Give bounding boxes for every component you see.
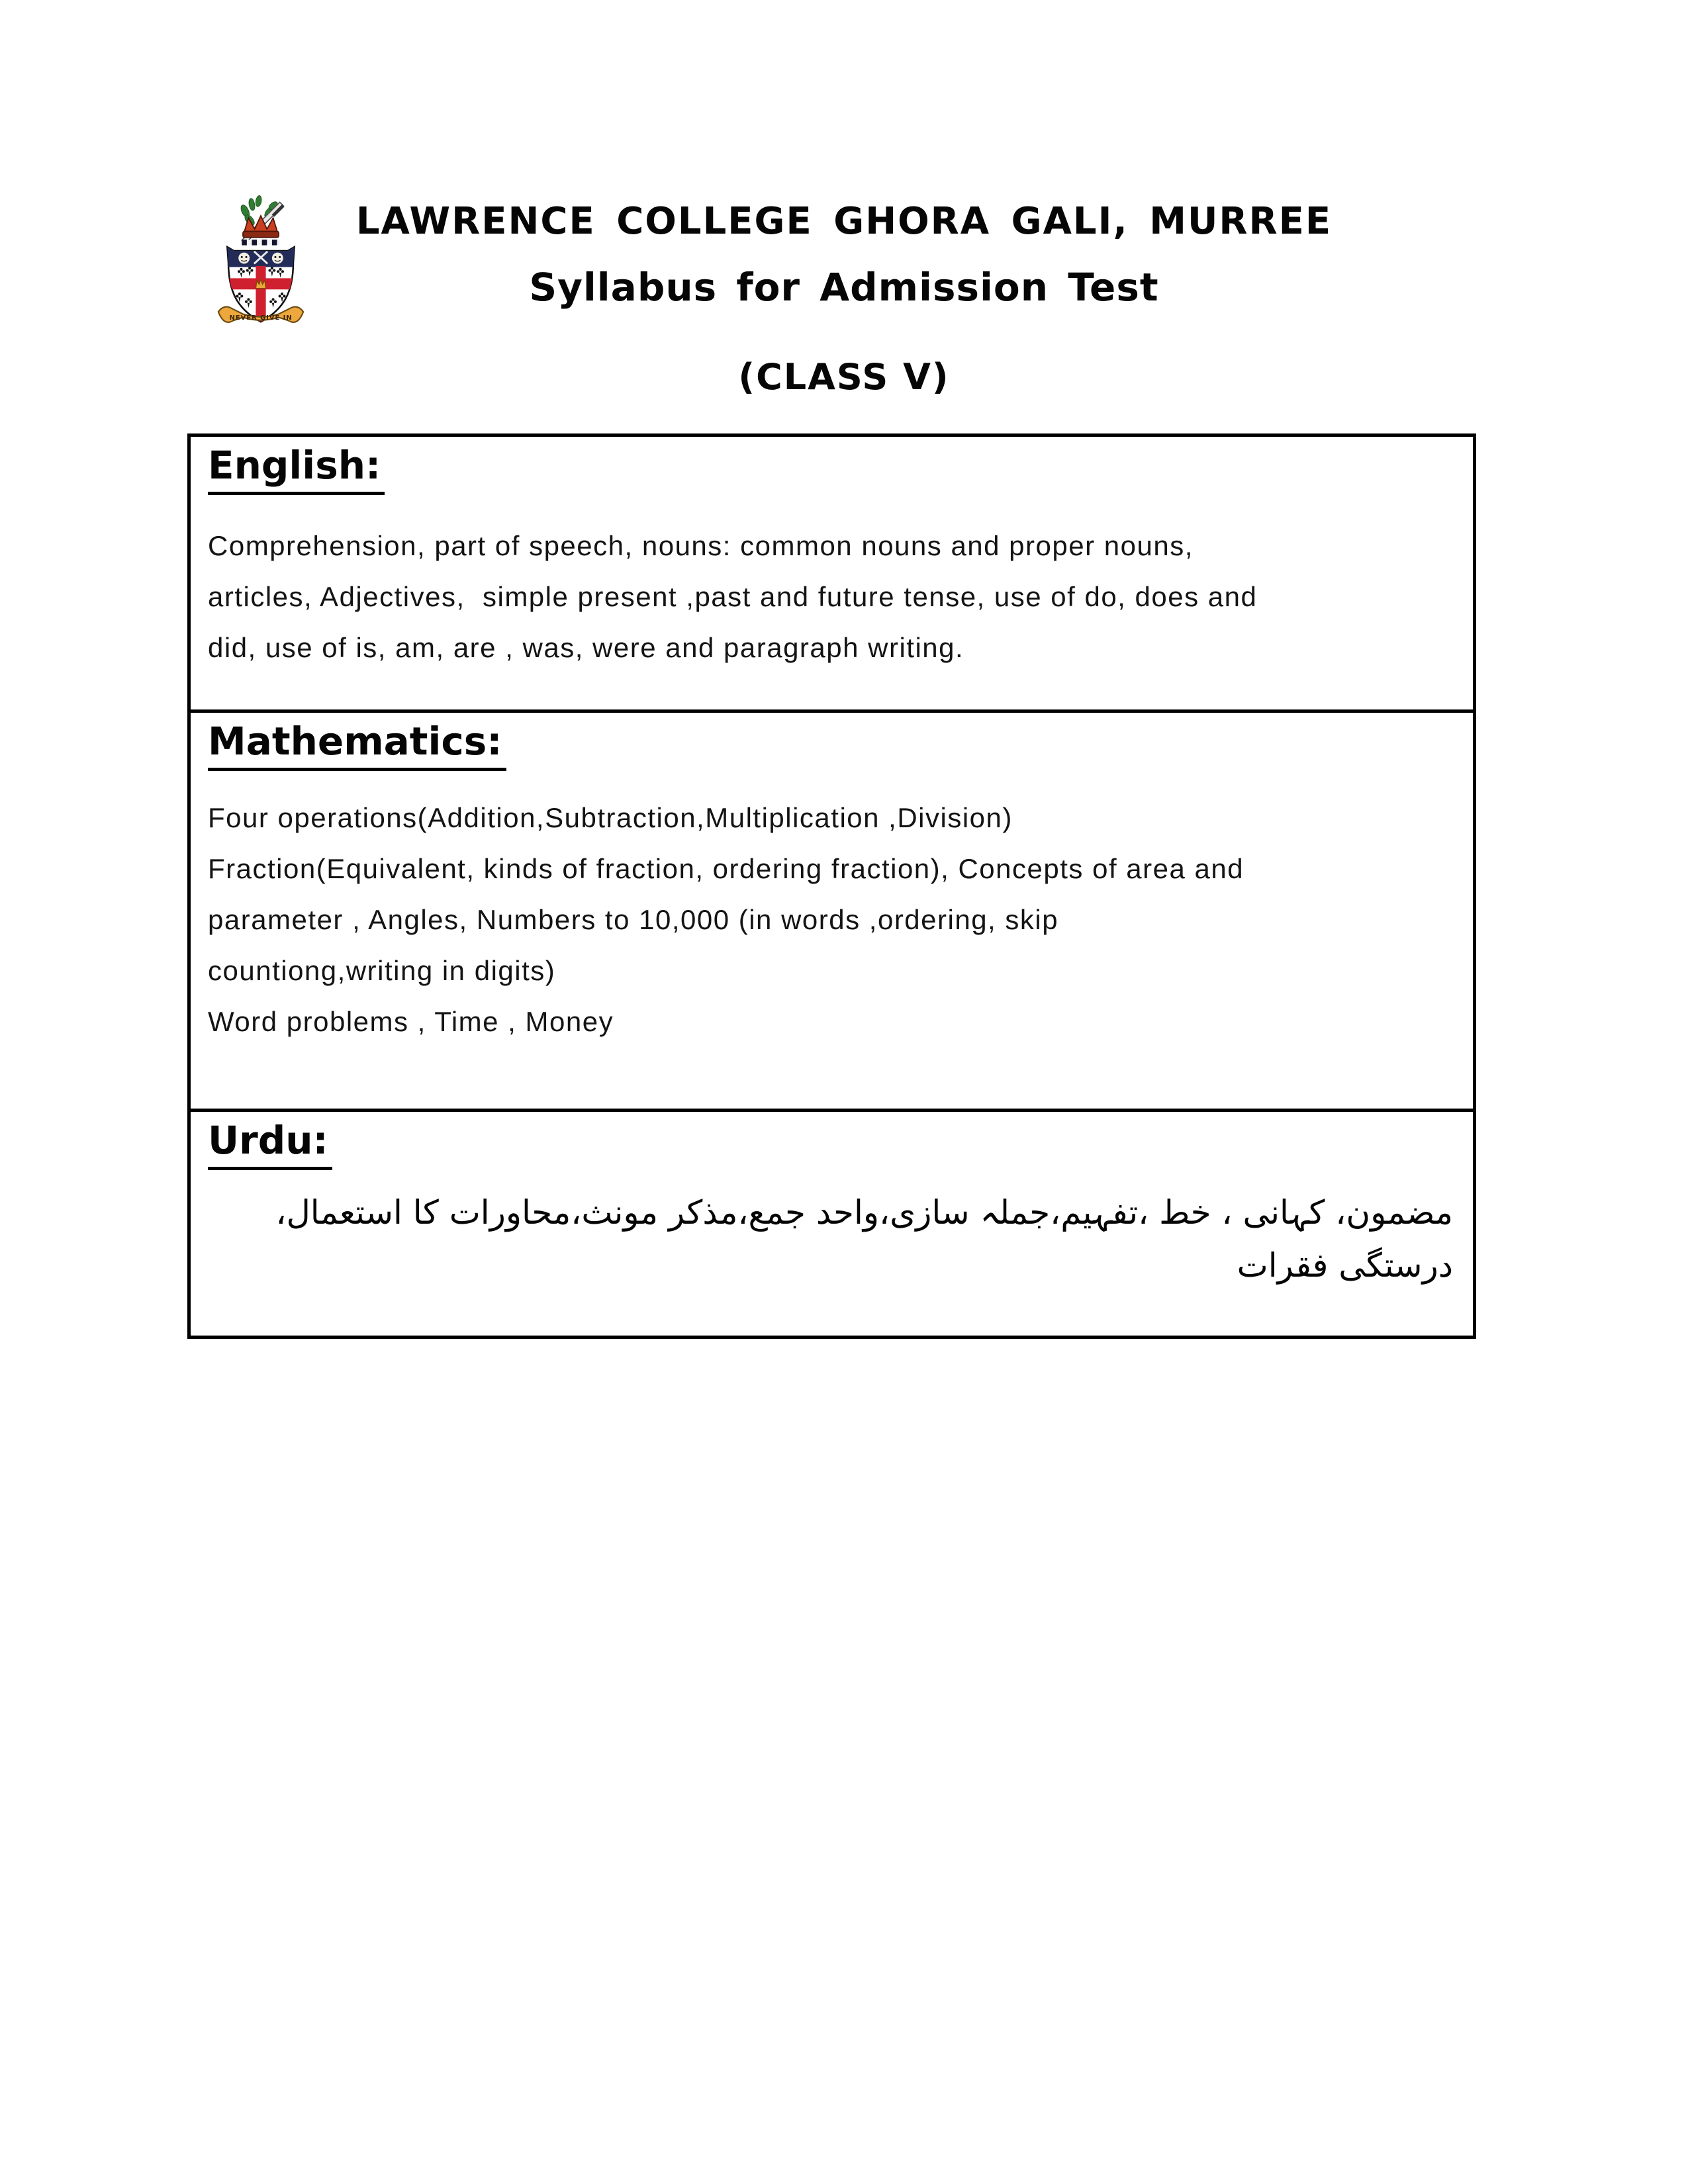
text-line: Comprehension, part of speech, nouns: common nouns and proper nouns, bbox=[208, 529, 1194, 561]
section-heading-urdu: Urdu: bbox=[208, 1118, 332, 1170]
section-urdu bbox=[191, 1109, 1473, 1332]
english-topics-text bbox=[208, 520, 1453, 673]
mathematics-topics-text bbox=[208, 792, 1453, 1047]
text-line: parameter , Angles, Numbers to 10,000 (in words ,ordering, skip bbox=[208, 903, 1059, 935]
section-heading-english: English: bbox=[208, 443, 385, 495]
text-line-urdu: درستگی فقرات bbox=[1237, 1246, 1453, 1285]
college-name: LAWRENCE COLLEGE GHORA GALI, MURREE bbox=[355, 200, 1333, 243]
text-line: countiong,writing in digits) bbox=[208, 954, 556, 986]
text-line-urdu: مضمون، کہانی ، خط ،تفہیم،جملہ سازی،واحد جمع،مذکر مونث،محاورات کا استعمال، bbox=[275, 1193, 1453, 1232]
section-english bbox=[191, 437, 1473, 709]
section-heading-mathematics: Mathematics: bbox=[208, 719, 506, 771]
syllabus-table bbox=[187, 433, 1476, 1339]
class-label: (CLASS V) bbox=[738, 356, 950, 398]
crest-motto-text: NEVER GIVE IN bbox=[229, 314, 293, 322]
text-line: articles, Adjectives, simple present ,past and future tense, use of do, does and bbox=[208, 580, 1258, 612]
text-line: did, use of is, am, are , was, were and paragraph writing. bbox=[208, 631, 964, 663]
document-title: Syllabus for Admission Test bbox=[529, 265, 1159, 310]
section-mathematics bbox=[191, 709, 1473, 1109]
text-line: Fraction(Equivalent, kinds of fraction, ordering fraction), Concepts of area and bbox=[208, 852, 1244, 884]
urdu-topics-text bbox=[208, 1186, 1453, 1292]
text-line: Four operations(Addition,Subtraction,Multiplication ,Division) bbox=[208, 801, 1013, 833]
text-line: Word problems , Time , Money bbox=[208, 1005, 614, 1037]
